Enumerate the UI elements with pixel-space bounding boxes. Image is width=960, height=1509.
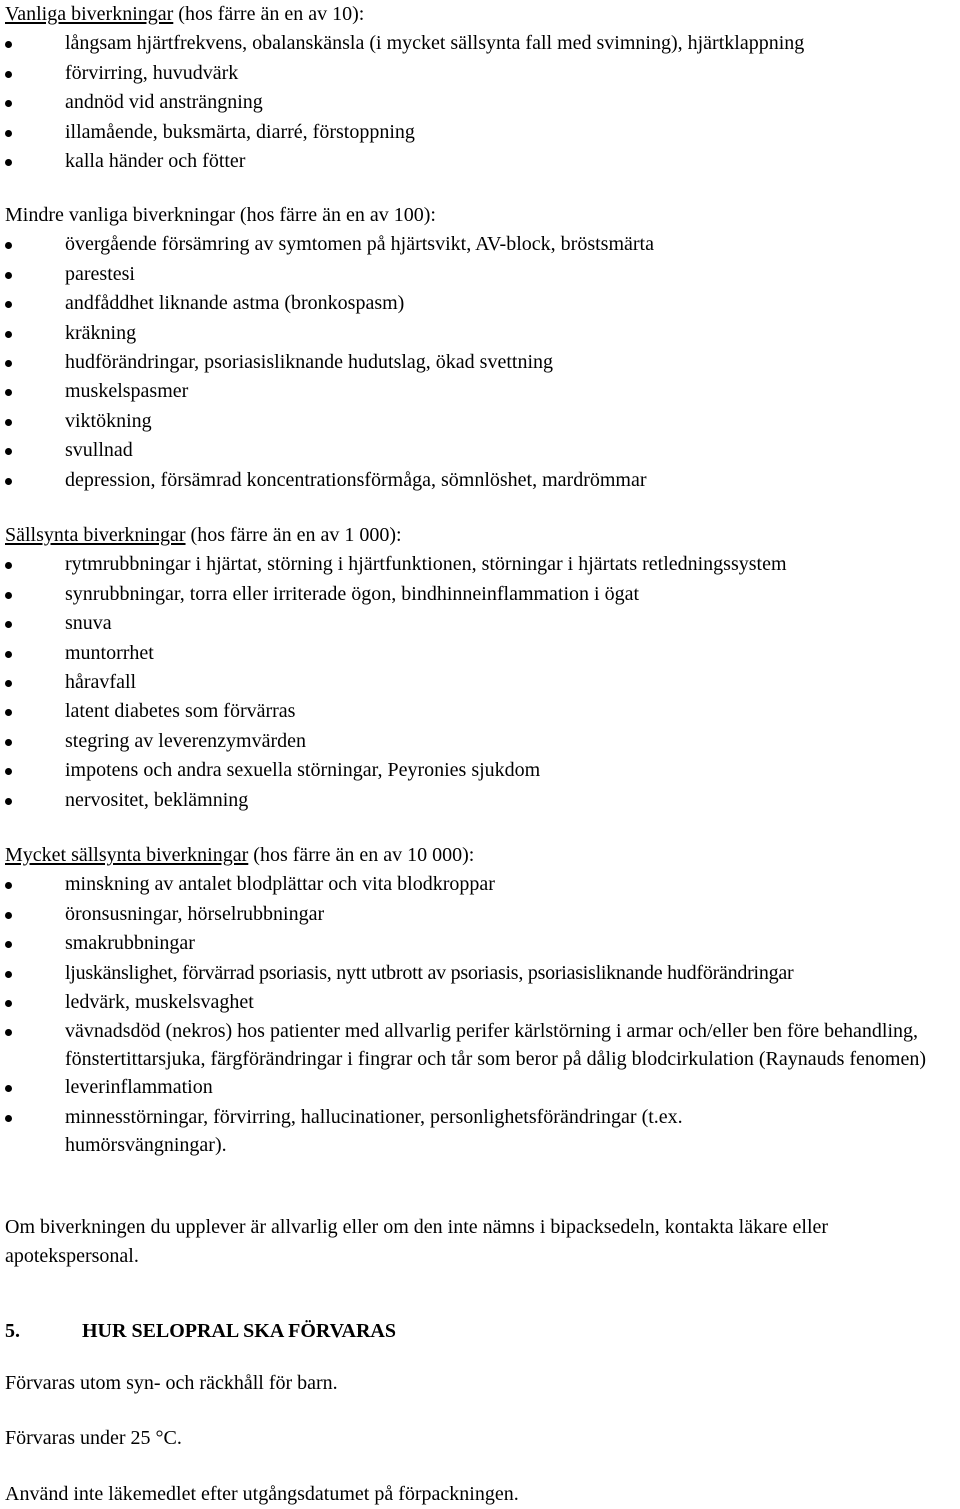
chapter-number: 5. [5, 1320, 20, 1342]
section-uncommon [0, 201, 960, 495]
list-item: illamående, buksmärta, diarré, förstoppning [0, 118, 960, 147]
section-heading-underlined: Vanliga biverkningar [5, 3, 174, 25]
section-common [0, 0, 960, 176]
storage-line-2 [0, 1424, 960, 1453]
storage-line-3 [0, 1480, 960, 1509]
bullet-dot-icon [5, 1085, 12, 1092]
list-item: rytmrubbningar i hjärtat, störning i hjärtfunktionen, störningar i hjärtats retledningssystem [0, 550, 960, 579]
bullet-dot-icon [5, 448, 12, 455]
bullet-dot-icon [5, 912, 12, 919]
chapter-section [0, 1317, 960, 1346]
section-very-rare [0, 841, 960, 1159]
list-item: minnesstörningar, förvirring, hallucinationer, personlighetsförändringar (t.ex. humörsvängningar). [0, 1103, 960, 1159]
section-heading-rest: (hos färre än en av 1 000): [185, 524, 402, 546]
section-heading-rest: (hos färre än en av 10): [173, 3, 365, 25]
list-item: öronsusningar, hörselrubbningar [0, 900, 960, 929]
bullet-list [0, 550, 960, 815]
list-item: håravfall [0, 668, 960, 697]
bullet-dot-icon [5, 941, 12, 948]
bullet-dot-icon [5, 651, 12, 658]
list-item: ljuskänslighet, förvärrad psoriasis, nytt utbrott av psoriasis, psoriasisliknande hudförändringar [0, 959, 960, 988]
list-item: viktökning [0, 407, 960, 436]
bullet-dot-icon [5, 419, 12, 426]
section-heading-rest: Mindre vanliga biverkningar (hos färre än en av 100): [5, 204, 436, 226]
list-item: leverinflammation [0, 1073, 960, 1102]
closing-paragraph: Om biverkningen du upplever är allvarlig eller om den inte nämns i bipacksedeln, kontakta läkare eller apotekspersonal. [5, 1216, 829, 1267]
bullet-list [0, 870, 960, 1158]
bullet-dot-icon [5, 739, 12, 746]
storage-line-1 [0, 1369, 960, 1398]
closing-section [0, 1213, 960, 1270]
list-item: kräkning [0, 319, 960, 348]
list-item: långsam hjärtfrekvens, obalanskänsla (i mycket sällsynta fall med svimning), hjärtklappning [0, 29, 960, 58]
bullet-dot-icon [5, 389, 12, 396]
bullet-dot-icon [5, 562, 12, 569]
bullet-dot-icon [5, 680, 12, 687]
bullet-dot-icon [5, 71, 12, 78]
bullet-dot-icon [5, 1029, 12, 1036]
list-item: minskning av antalet blodplättar och vita blodkroppar [0, 870, 960, 899]
storage-text: Förvaras utom syn- och räckhåll för barn. [5, 1372, 338, 1394]
bullet-dot-icon [5, 272, 12, 279]
bullet-dot-icon [5, 130, 12, 137]
bullet-dot-icon [5, 1000, 12, 1007]
list-item: smakrubbningar [0, 929, 960, 958]
list-item: stegring av leverenzymvärden [0, 727, 960, 756]
bullet-list [0, 230, 960, 495]
section-heading-rest: (hos färre än en av 10 000): [248, 844, 475, 866]
section-rare [0, 521, 960, 815]
list-item: hudförändringar, psoriasisliknande hudutslag, ökad svettning [0, 348, 960, 377]
section-heading-underlined: Mycket sällsynta biverkningar [5, 844, 249, 866]
section-heading [0, 841, 960, 870]
storage-text: Förvaras under 25 °C. [5, 1427, 182, 1449]
list-item: synrubbningar, torra eller irriterade ögon, bindhinneinflammation i ögat [0, 580, 960, 609]
list-item: vävnadsdöd (nekros) hos patienter med allvarlig perifer kärlstörning i armar och/eller ben före behandling, fönstertittarsjuka, färgförändringar i fingrar och tår som beror på dålig blodcirkulation (Raynauds fenomen) [0, 1017, 960, 1073]
section-heading [0, 0, 960, 29]
list-item: muntorrhet [0, 639, 960, 668]
list-item: ledvärk, muskelsvaghet [0, 988, 960, 1017]
bullet-dot-icon [5, 768, 12, 775]
list-item: nervositet, beklämning [0, 786, 960, 815]
bullet-dot-icon [5, 1115, 12, 1122]
list-item: parestesi [0, 260, 960, 289]
bullet-dot-icon [5, 242, 12, 249]
list-item: kalla händer och fötter [0, 147, 960, 176]
list-item: svullnad [0, 436, 960, 465]
list-item: muskelspasmer [0, 377, 960, 406]
bullet-dot-icon [5, 100, 12, 107]
section-heading-underlined: Sällsynta biverkningar [5, 524, 186, 546]
bullet-list [0, 29, 960, 176]
bullet-dot-icon [5, 709, 12, 716]
list-item: snuva [0, 609, 960, 638]
list-item: latent diabetes som förvärras [0, 697, 960, 726]
bullet-dot-icon [5, 159, 12, 166]
chapter-heading [0, 1317, 960, 1346]
storage-text: Använd inte läkemedlet efter utgångsdatumet på förpackningen. [5, 1483, 519, 1505]
bullet-dot-icon [5, 882, 12, 889]
list-item: andnöd vid ansträngning [0, 88, 960, 117]
list-item: impotens och andra sexuella störningar, Peyronies sjukdom [0, 756, 960, 785]
bullet-dot-icon [5, 41, 12, 48]
bullet-dot-icon [5, 621, 12, 628]
bullet-dot-icon [5, 592, 12, 599]
section-heading [0, 521, 960, 550]
chapter-title: HUR SELOPRAL SKA FÖRVARAS [82, 1320, 396, 1342]
list-item: förvirring, huvudvärk [0, 59, 960, 88]
list-item: övergående försämring av symtomen på hjärtsvikt, AV-block, bröstsmärta [0, 230, 960, 259]
bullet-dot-icon [5, 798, 12, 805]
section-heading [0, 201, 960, 230]
list-item: depression, försämrad koncentrationsförmåga, sömnlöshet, mardrömmar [0, 466, 960, 495]
bullet-dot-icon [5, 478, 12, 485]
bullet-dot-icon [5, 331, 12, 338]
list-item: andfåddhet liknande astma (bronkospasm) [0, 289, 960, 318]
bullet-dot-icon [5, 360, 12, 367]
bullet-dot-icon [5, 971, 12, 978]
bullet-dot-icon [5, 301, 12, 308]
